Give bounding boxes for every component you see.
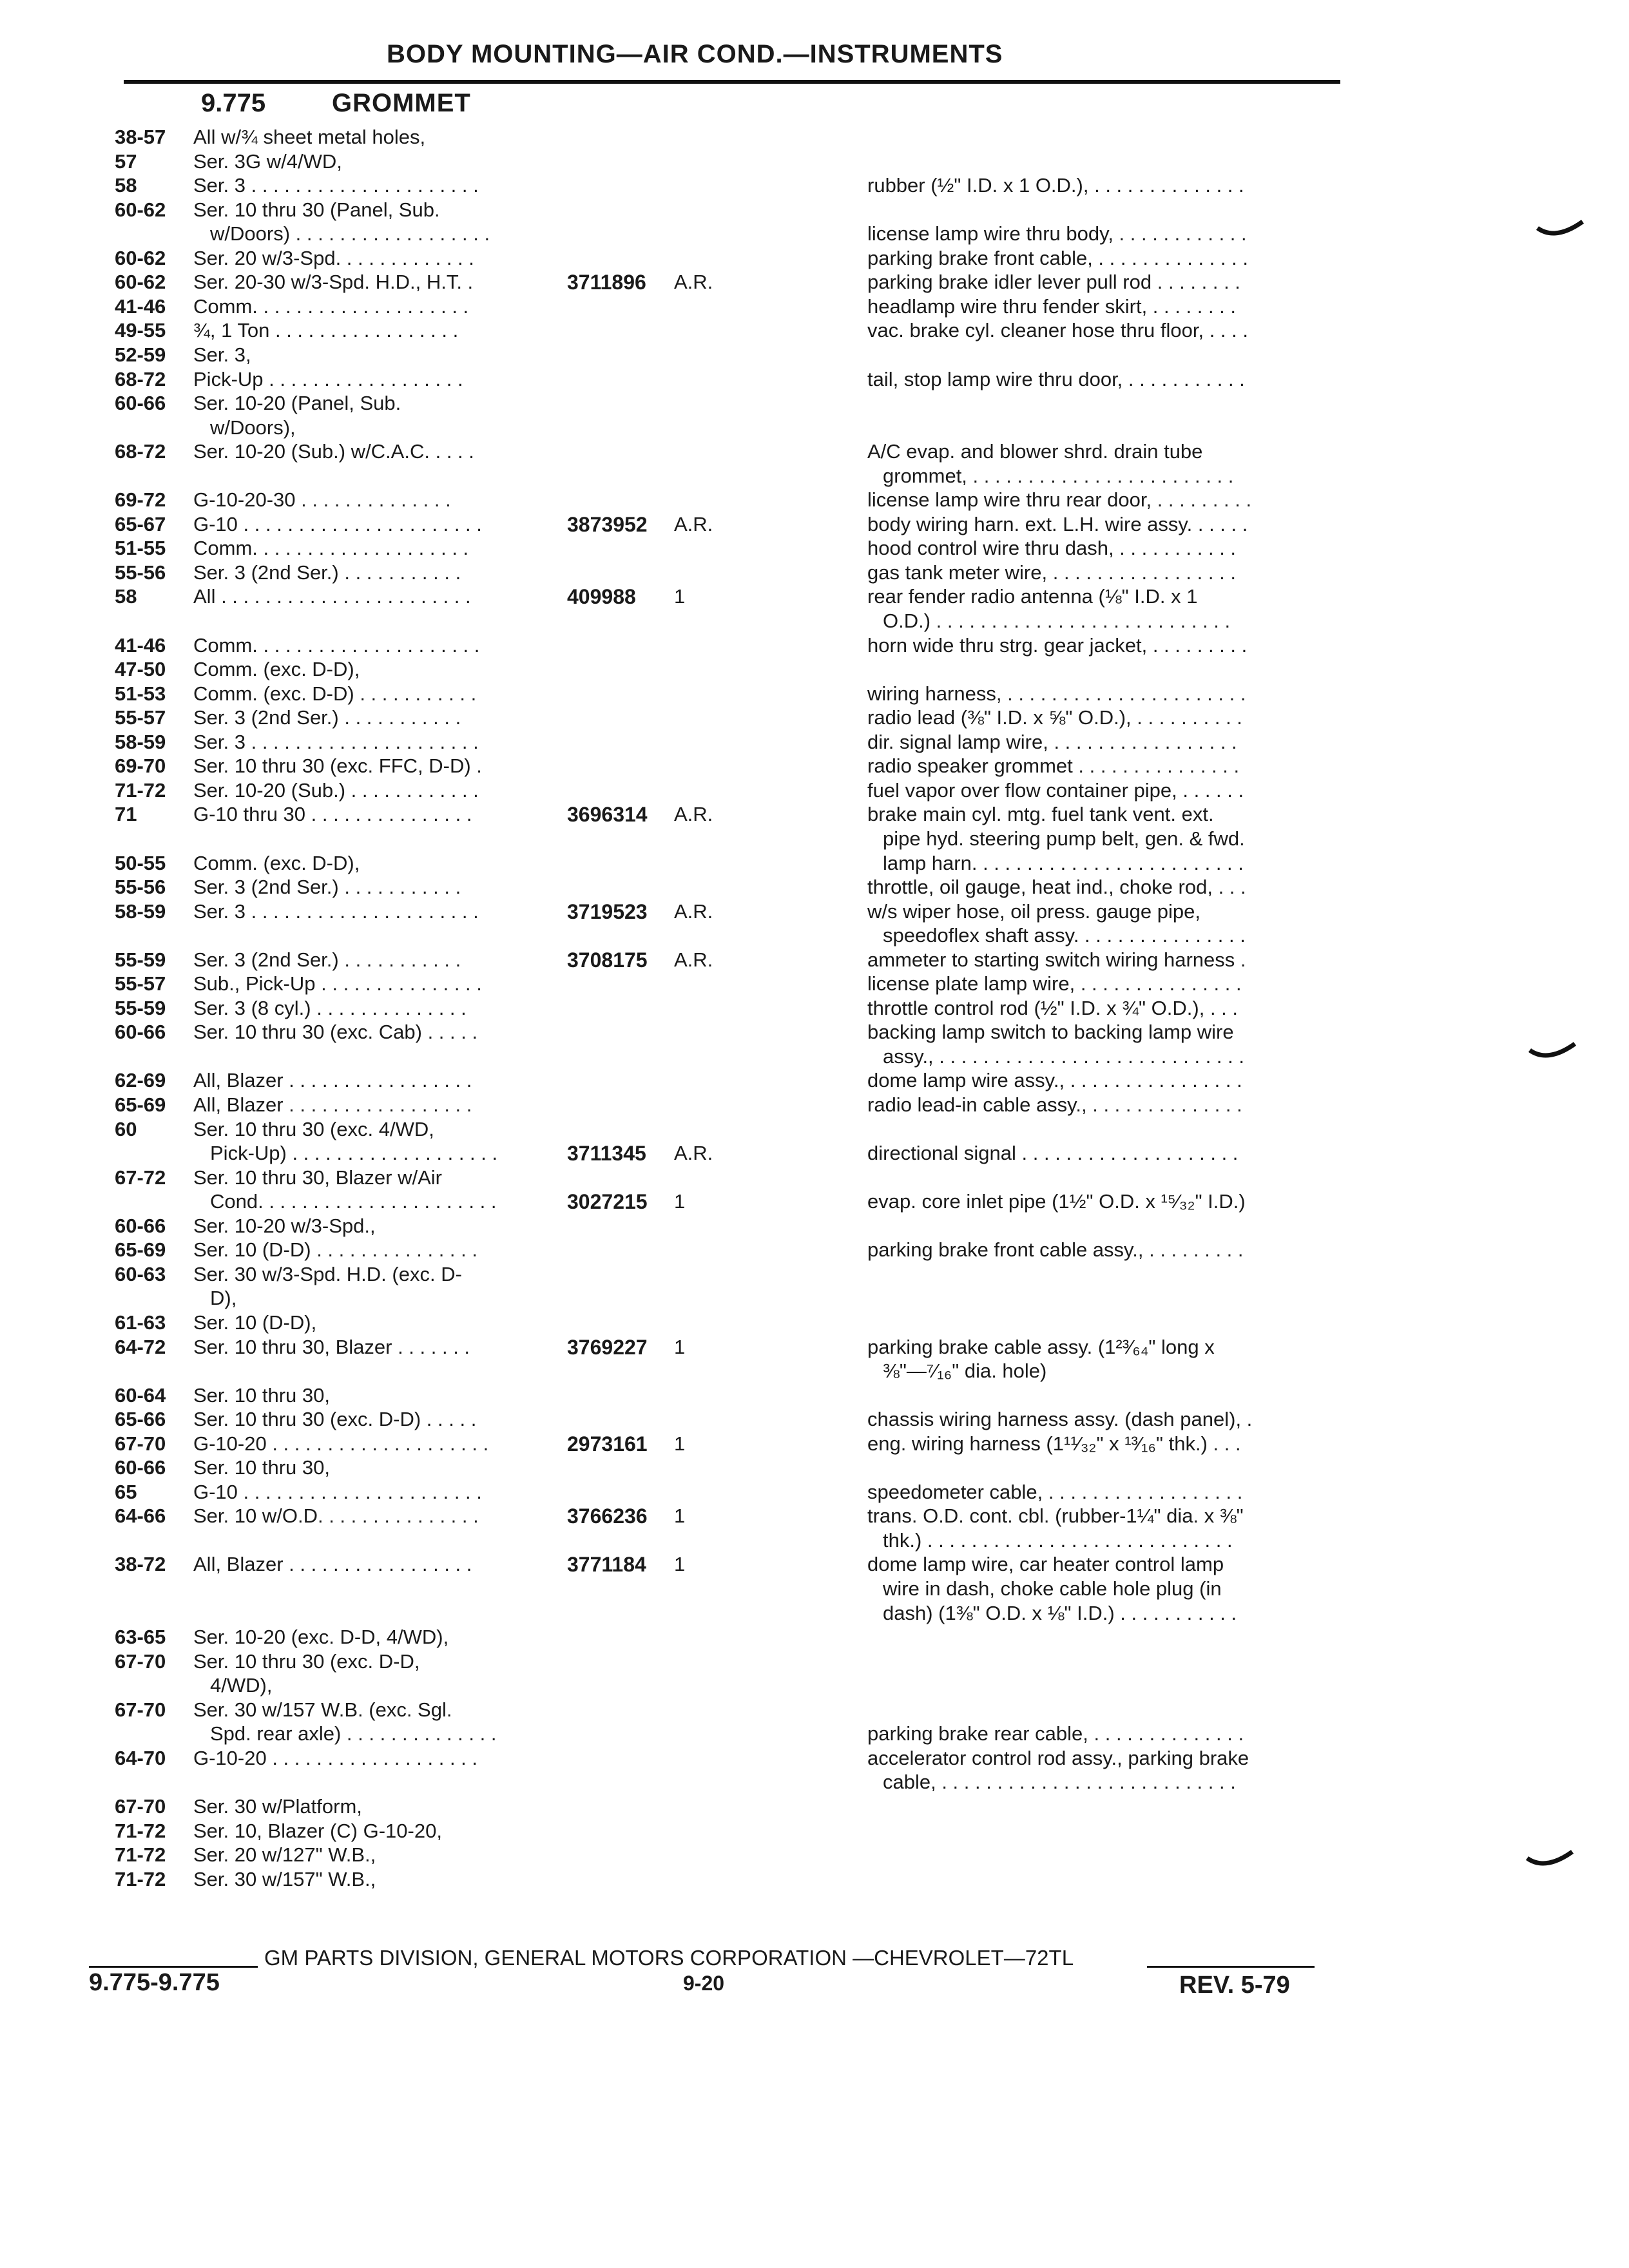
row-year-range: 60-64 <box>115 1383 166 1407</box>
row-year-range: 60-62 <box>115 246 166 269</box>
row-application: All, Blazer . . . . . . . . . . . . . . . . . <box>193 1069 472 1092</box>
row-usage-description: O.D.) . . . . . . . . . . . . . . . . . . . . . . . . . . . <box>883 610 1231 632</box>
row-year-range: 57 <box>115 149 137 173</box>
row-year-range: 64-72 <box>115 1335 166 1358</box>
row-application: Pick-Up . . . . . . . . . . . . . . . . . . <box>193 367 463 390</box>
row-quantity: 1 <box>674 1432 686 1455</box>
row-year-range: 41-46 <box>115 294 166 318</box>
row-year-range: 51-53 <box>115 682 166 705</box>
section-number: 9.775 <box>201 89 266 117</box>
row-part-number: 3696314 <box>567 803 648 827</box>
row-year-range: 65 <box>115 1480 137 1503</box>
row-year-range: 61-63 <box>115 1311 166 1334</box>
row-year-range: 55-56 <box>115 561 166 584</box>
row-application: Ser. 10 thru 30, <box>193 1383 330 1407</box>
row-year-range: 67-70 <box>115 1698 166 1721</box>
row-part-number: 3771184 <box>567 1553 646 1577</box>
row-usage-description: body wiring harn. ext. L.H. wire assy. . . . . . <box>867 512 1248 535</box>
row-application: Ser. 10, Blazer (C) G-10-20, <box>193 1819 442 1842</box>
row-part-number: 3766236 <box>567 1504 648 1528</box>
row-quantity: 1 <box>674 1504 686 1528</box>
row-usage-description: dash) (1⅜" O.D. x ⅛" I.D.) . . . . . . . . . . . <box>883 1601 1237 1624</box>
row-usage-description: parking brake cable assy. (1²³⁄₆₄" long x <box>867 1335 1215 1358</box>
row-year-range: 64-70 <box>115 1746 166 1769</box>
row-year-range: 71-72 <box>115 1867 166 1890</box>
binder-tick-mark <box>1536 219 1584 245</box>
row-year-range: 58 <box>115 174 137 197</box>
row-usage-description: license lamp wire thru rear door, . . . . . . . . . <box>867 488 1252 512</box>
row-quantity: A.R. <box>674 512 713 535</box>
row-application: Ser. 10-20 (Sub.) w/C.A.C. . . . . <box>193 440 474 463</box>
row-application: Ser. 3 . . . . . . . . . . . . . . . . . . . . . <box>193 899 479 923</box>
row-usage-description: lamp harn. . . . . . . . . . . . . . . . . . . . . . . . . <box>883 851 1244 874</box>
row-application: Ser. 3 (2nd Ser.) . . . . . . . . . . . <box>193 561 461 584</box>
row-usage-description: ⅜"—⁷⁄₁₆" dia. hole) <box>883 1360 1047 1383</box>
row-application: Ser. 3 . . . . . . . . . . . . . . . . . . . . . <box>193 730 479 753</box>
row-year-range: 60 <box>115 1117 137 1140</box>
row-usage-description: pipe hyd. steering pump belt, gen. & fwd. <box>883 827 1245 850</box>
row-application: Cond. . . . . . . . . . . . . . . . . . . . . . <box>210 1190 497 1213</box>
row-year-range: 38-57 <box>115 126 166 148</box>
row-application: Ser. 30 w/157 W.B. (exc. Sgl. <box>193 1698 452 1721</box>
row-application: w/Doors), <box>210 416 296 439</box>
row-year-range: 64-66 <box>115 1504 166 1528</box>
row-part-number: 3711345 <box>567 1142 646 1166</box>
row-application: G-10 thru 30 . . . . . . . . . . . . . . . <box>193 803 472 826</box>
row-usage-description: rubber (½" I.D. x 1 O.D.), . . . . . . . . . . . . . . <box>867 174 1244 197</box>
row-quantity: A.R. <box>674 899 713 923</box>
row-year-range: 65-69 <box>115 1238 166 1262</box>
row-quantity: 1 <box>674 585 686 608</box>
row-usage-description: ammeter to starting switch wiring harness . <box>867 948 1246 971</box>
row-year-range: 58-59 <box>115 899 166 923</box>
row-year-range: 67-70 <box>115 1432 166 1455</box>
row-usage-description: parking brake front cable, . . . . . . . . . . . . . . <box>867 246 1248 269</box>
row-usage-description: headlamp wire thru fender skirt, . . . . . . . . <box>867 294 1237 318</box>
row-year-range: 58 <box>115 585 137 608</box>
row-usage-description: accelerator control rod assy., parking brake <box>867 1746 1249 1769</box>
row-part-number: 3711896 <box>567 271 646 294</box>
row-application: ¾, 1 Ton . . . . . . . . . . . . . . . . . <box>193 319 459 342</box>
row-usage-description: hood control wire thru dash, . . . . . . . . . . . <box>867 537 1237 560</box>
row-year-range: 62-69 <box>115 1069 166 1092</box>
row-application: All, Blazer . . . . . . . . . . . . . . . . . <box>193 1553 472 1576</box>
row-usage-description: parking brake idler lever pull rod . . . . . . . . <box>867 271 1240 294</box>
row-usage-description: speedoflex shaft assy. . . . . . . . . . . . . . . . <box>883 924 1246 947</box>
row-usage-description: chassis wiring harness assy. (dash panel), . <box>867 1408 1253 1431</box>
row-application: Ser. 3, <box>193 343 251 366</box>
row-year-range: 60-62 <box>115 198 166 221</box>
row-year-range: 60-63 <box>115 1262 166 1285</box>
row-usage-description: dome lamp wire, car heater control lamp <box>867 1553 1224 1576</box>
row-usage-description: directional signal . . . . . . . . . . . . . . . . . . . . <box>867 1142 1239 1165</box>
row-part-number: 3873952 <box>567 512 648 536</box>
footer-revision: REV. 5-79 <box>1179 1972 1290 1999</box>
row-usage-description: wiring harness, . . . . . . . . . . . . . . . . . . . . . . <box>867 682 1246 705</box>
row-usage-description: parking brake rear cable, . . . . . . . . . . . . . . <box>867 1722 1244 1745</box>
row-application: Comm. . . . . . . . . . . . . . . . . . . . <box>193 537 469 560</box>
row-application: Ser. 10-20 (Panel, Sub. <box>193 392 401 415</box>
row-application: Ser. 10 thru 30, Blazer w/Air <box>193 1166 442 1189</box>
row-year-range: 71-72 <box>115 778 166 802</box>
row-usage-description: dome lamp wire assy., . . . . . . . . . . . . . . . . <box>867 1069 1242 1092</box>
row-application: Comm. (exc. D-D) . . . . . . . . . . . <box>193 682 477 705</box>
row-part-number: 409988 <box>567 585 636 609</box>
row-application: 4/WD), <box>210 1674 273 1697</box>
row-year-range: 50-55 <box>115 851 166 874</box>
row-year-range: 52-59 <box>115 343 166 366</box>
row-application: D), <box>210 1287 237 1310</box>
row-application: Ser. 20 w/127" W.B., <box>193 1843 376 1867</box>
row-application: Ser. 10 thru 30 (exc. 4/WD, <box>193 1117 434 1140</box>
row-application: Ser. 10 thru 30 (Panel, Sub. <box>193 198 440 221</box>
page-header-title: BODY MOUNTING—AIR COND.—INSTRUMENTS <box>387 40 1003 68</box>
row-application: Sub., Pick-Up . . . . . . . . . . . . . . . <box>193 972 482 995</box>
row-year-range: 71 <box>115 803 137 826</box>
row-year-range: 65-66 <box>115 1408 166 1431</box>
row-application: Pick-Up) . . . . . . . . . . . . . . . . . . . <box>210 1142 498 1165</box>
row-application: Ser. 3 . . . . . . . . . . . . . . . . . . . . . <box>193 174 479 197</box>
row-application: Ser. 20 w/3-Spd. . . . . . . . . . . . . <box>193 246 474 269</box>
row-year-range: 65-69 <box>115 1093 166 1116</box>
footer-rule <box>1147 1966 1315 1968</box>
row-application: Comm. (exc. D-D), <box>193 658 360 681</box>
row-application: Ser. 10 thru 30, Blazer . . . . . . . <box>193 1335 470 1358</box>
row-usage-description: trans. O.D. cont. cbl. (rubber-1¼" dia. x ⅜" <box>867 1504 1244 1528</box>
row-quantity: A.R. <box>674 271 713 294</box>
row-application: Ser. 20-30 w/3-Spd. H.D., H.T. . <box>193 271 474 294</box>
row-usage-description: horn wide thru strg. gear jacket, . . . . . . . . . <box>867 633 1248 657</box>
footer-publisher: GM PARTS DIVISION, GENERAL MOTORS CORPORATION —CHEVROLET—72TL <box>264 1946 1074 1970</box>
row-part-number: 3708175 <box>567 948 648 972</box>
row-usage-description: assy., . . . . . . . . . . . . . . . . . . . . . . . . . . . . <box>883 1044 1244 1068</box>
row-usage-description: wire in dash, choke cable hole plug (in <box>883 1577 1222 1600</box>
row-usage-description: radio lead-in cable assy., . . . . . . . . . . . . . . <box>867 1093 1242 1116</box>
row-application: G-10-20 . . . . . . . . . . . . . . . . . . . <box>193 1746 478 1769</box>
row-year-range: 60-62 <box>115 271 166 294</box>
row-application: All . . . . . . . . . . . . . . . . . . . . . . . <box>193 585 471 608</box>
row-usage-description: radio lead (⅜" I.D. x ⅝" O.D.), . . . . . . . . . . <box>867 706 1242 729</box>
row-usage-description: license plate lamp wire, . . . . . . . . . . . . . . . <box>867 972 1242 995</box>
row-application: All w/¾ sheet metal holes, <box>193 126 426 148</box>
row-usage-description: grommet, . . . . . . . . . . . . . . . . . . . . . . . . <box>883 464 1234 487</box>
row-quantity: A.R. <box>674 1142 713 1165</box>
row-application: Comm. . . . . . . . . . . . . . . . . . . . <box>193 294 469 318</box>
row-usage-description: backing lamp switch to backing lamp wire <box>867 1021 1234 1044</box>
row-part-number: 3769227 <box>567 1335 648 1359</box>
row-year-range: 60-66 <box>115 1021 166 1044</box>
row-year-range: 60-66 <box>115 392 166 415</box>
row-usage-description: cable, . . . . . . . . . . . . . . . . . . . . . . . . . . . <box>883 1771 1236 1794</box>
row-year-range: 38-72 <box>115 1553 166 1576</box>
row-application: w/Doors) . . . . . . . . . . . . . . . . . . <box>210 222 490 245</box>
row-usage-description: throttle, oil gauge, heat ind., choke rod, . . . <box>867 876 1246 899</box>
row-year-range: 68-72 <box>115 440 166 463</box>
row-usage-description: gas tank meter wire, . . . . . . . . . . . . . . . . . <box>867 561 1236 584</box>
row-application: Ser. 10 thru 30 (exc. D-D) . . . . . <box>193 1408 477 1431</box>
binder-tick-mark <box>1526 1849 1574 1875</box>
row-usage-description: evap. core inlet pipe (1½" O.D. x ¹⁵⁄₃₂" I.D.) <box>867 1190 1246 1213</box>
row-usage-description: license lamp wire thru body, . . . . . . . . . . . . <box>867 222 1247 245</box>
row-quantity: A.R. <box>674 948 713 971</box>
row-application: Comm. . . . . . . . . . . . . . . . . . . . . <box>193 633 480 657</box>
row-year-range: 55-57 <box>115 972 166 995</box>
row-application: Ser. 10 thru 30 (exc. D-D, <box>193 1649 420 1673</box>
row-usage-description: vac. brake cyl. cleaner hose thru floor, . . . . <box>867 319 1248 342</box>
row-year-range: 55-57 <box>115 706 166 729</box>
row-application: Ser. 30 w/157" W.B., <box>193 1867 376 1890</box>
row-application: Ser. 10 (D-D), <box>193 1311 317 1334</box>
row-part-number: 3719523 <box>567 899 648 923</box>
row-application: Ser. 10 (D-D) . . . . . . . . . . . . . . . <box>193 1238 477 1262</box>
row-year-range: 51-55 <box>115 537 166 560</box>
row-application: Spd. rear axle) . . . . . . . . . . . . . . <box>210 1722 497 1745</box>
row-application: Ser. 3 (2nd Ser.) . . . . . . . . . . . <box>193 876 461 899</box>
row-usage-description: throttle control rod (½" I.D. x ¾" O.D.), . . . <box>867 996 1239 1019</box>
row-year-range: 67-70 <box>115 1794 166 1818</box>
row-quantity: 1 <box>674 1190 686 1213</box>
footer-section-range: 9.775-9.775 <box>89 1969 220 1996</box>
row-year-range: 63-65 <box>115 1626 166 1649</box>
section-name: GROMMET <box>332 89 471 117</box>
row-year-range: 58-59 <box>115 730 166 753</box>
row-application: Ser. 3 (8 cyl.) . . . . . . . . . . . . . . <box>193 996 467 1019</box>
footer-page-number: 9-20 <box>683 1972 725 1995</box>
row-usage-description: dir. signal lamp wire, . . . . . . . . . . . . . . . . . <box>867 730 1237 753</box>
row-year-range: 69-70 <box>115 754 166 778</box>
row-application: Ser. 3 (2nd Ser.) . . . . . . . . . . . <box>193 706 461 729</box>
row-year-range: 71-72 <box>115 1819 166 1842</box>
row-usage-description: A/C evap. and blower shrd. drain tube <box>867 440 1203 463</box>
row-usage-description: parking brake front cable assy., . . . . . . . . . <box>867 1238 1244 1262</box>
row-year-range: 60-66 <box>115 1214 166 1237</box>
row-usage-description: radio speaker grommet . . . . . . . . . . . . . . . <box>867 754 1240 778</box>
row-usage-description: w/s wiper hose, oil press. gauge pipe, <box>867 899 1200 923</box>
row-year-range: 67-72 <box>115 1166 166 1189</box>
footer-rule <box>89 1966 258 1968</box>
row-quantity: 1 <box>674 1553 686 1576</box>
row-usage-description: thk.) . . . . . . . . . . . . . . . . . . . . . . . . . . . . <box>883 1528 1233 1552</box>
row-application: Ser. 30 w/3-Spd. H.D. (exc. D- <box>193 1262 462 1285</box>
header-rule <box>124 80 1340 84</box>
row-year-range: 68-72 <box>115 367 166 390</box>
row-year-range: 60-66 <box>115 1456 166 1479</box>
row-year-range: 67-70 <box>115 1649 166 1673</box>
row-application: Ser. 3 (2nd Ser.) . . . . . . . . . . . <box>193 948 461 971</box>
row-quantity: A.R. <box>674 803 713 826</box>
row-usage-description: brake main cyl. mtg. fuel tank vent. ext. <box>867 803 1214 826</box>
row-application: Ser. 30 w/Platform, <box>193 1794 362 1818</box>
row-quantity: 1 <box>674 1335 686 1358</box>
row-year-range: 71-72 <box>115 1843 166 1867</box>
row-application: Ser. 10 thru 30, <box>193 1456 330 1479</box>
row-application: G-10 . . . . . . . . . . . . . . . . . . . . . . <box>193 1480 482 1503</box>
row-year-range: 69-72 <box>115 488 166 512</box>
row-year-range: 55-56 <box>115 876 166 899</box>
row-usage-description: speedometer cable, . . . . . . . . . . . . . . . . . . <box>867 1480 1243 1503</box>
row-year-range: 49-55 <box>115 319 166 342</box>
row-application: Ser. 10-20 (Sub.) . . . . . . . . . . . . <box>193 778 479 802</box>
row-application: G-10-20-30 . . . . . . . . . . . . . . <box>193 488 451 512</box>
row-usage-description: fuel vapor over flow container pipe, . . . . . . <box>867 778 1244 802</box>
row-year-range: 55-59 <box>115 996 166 1019</box>
row-year-range: 41-46 <box>115 633 166 657</box>
row-year-range: 55-59 <box>115 948 166 971</box>
row-application: Ser. 10-20 (exc. D-D, 4/WD), <box>193 1626 449 1649</box>
row-part-number: 2973161 <box>567 1432 648 1456</box>
row-year-range: 65-67 <box>115 512 166 535</box>
row-application: Ser. 3G w/4/WD, <box>193 149 342 173</box>
row-application: Ser. 10 w/O.D. . . . . . . . . . . . . . . <box>193 1504 479 1528</box>
row-usage-description: rear fender radio antenna (⅛" I.D. x 1 <box>867 585 1198 608</box>
row-application: Comm. (exc. D-D), <box>193 851 360 874</box>
row-application: G-10-20 . . . . . . . . . . . . . . . . . . . . <box>193 1432 489 1455</box>
row-part-number: 3027215 <box>567 1190 648 1214</box>
row-application: Ser. 10 thru 30 (exc. FFC, D-D) . <box>193 754 482 778</box>
row-application: Ser. 10 thru 30 (exc. Cab) . . . . . <box>193 1021 478 1044</box>
row-usage-description: tail, stop lamp wire thru door, . . . . . . . . . . . <box>867 367 1245 390</box>
row-application: All, Blazer . . . . . . . . . . . . . . . . . <box>193 1093 472 1116</box>
binder-tick-mark <box>1528 1041 1576 1067</box>
row-application: G-10 . . . . . . . . . . . . . . . . . . . . . . <box>193 512 482 535</box>
row-year-range: 47-50 <box>115 658 166 681</box>
row-usage-description: eng. wiring harness (1¹¹⁄₃₂" x ¹³⁄₁₆" thk.) . . . <box>867 1432 1241 1455</box>
row-application: Ser. 10-20 w/3-Spd., <box>193 1214 376 1237</box>
